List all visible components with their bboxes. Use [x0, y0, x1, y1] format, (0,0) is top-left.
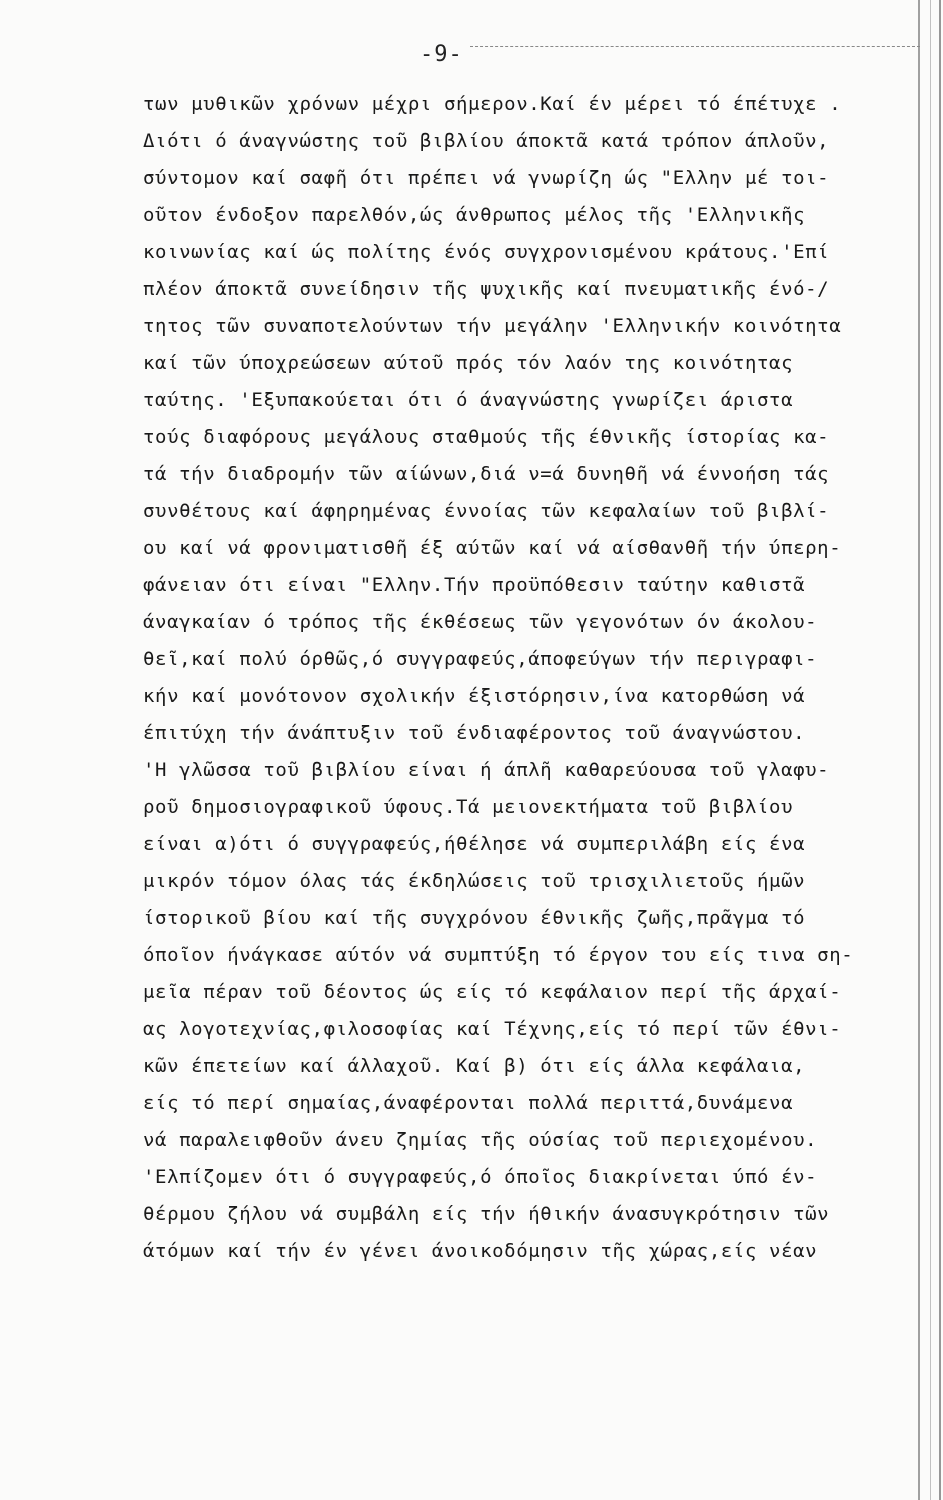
text-line: ίστορικοῦ βίου καί τῆς συγχρόνου έθνικῆς ζωῆς,πρᾶγμα τό — [143, 907, 806, 929]
top-dashed-rule — [470, 46, 920, 48]
text-line: συνθέτους καί άφηρημένας έννοίας τῶν κεφαλαίων τοῦ βιβλί- — [143, 500, 830, 522]
text-line: θέρμου ζήλου νά συμβάλη είς τήν ήθικήν άνασυγκρότησιν τῶν — [143, 1203, 830, 1225]
text-line: τητος τῶν συναποτελούντων τήν μεγάλην 'Ελληνικήν κοινότητα — [143, 315, 842, 337]
text-line: μικρόν τόμον όλας τάς έκδηλώσεις τοῦ τρισχιλιετοῦς ήμῶν — [143, 870, 806, 892]
text-line: των μυθικῶν χρόνων μέχρι σήμερον.Καί έν μέρει τό έπέτυχε . — [143, 93, 842, 115]
text-line: νά παραλειφθοῦν άνευ ζημίας τῆς ούσίας τοῦ περιεχομένου. — [143, 1129, 818, 1151]
text-line: τά τήν διαδρομήν τῶν αίώνων,διά ν=ά δυνηθῆ νά έννοήση τάς — [143, 463, 830, 485]
text-line: έπιτύχη τήν άνάπτυξιν τοῦ ένδιαφέροντος τοῦ άναγνώστου. — [143, 722, 806, 744]
text-line: είναι α)ότι ό συγγραφεύς,ήθέλησε νά συμπεριλάβη είς ένα — [143, 833, 806, 855]
scan-edge-line — [930, 0, 931, 1500]
text-line: ροῦ δημοσιογραφικοῦ ύφους.Τά μειονεκτήματα τοῦ βιβλίου — [143, 796, 794, 818]
text-line: φάνειαν ότι είναι "Ελλην.Τήν προϋπόθεσιν ταύτην καθιστᾶ — [143, 574, 806, 596]
text-line: είς τό περί σημαίας,άναφέρονται πολλά περιττά,δυνάμενα — [143, 1092, 794, 1114]
text-line: κοινωνίας καί ώς πολίτης ένός συγχρονισμένου κράτους.'Επί — [143, 241, 830, 263]
text-line: 'Η γλῶσσα τοῦ βιβλίου είναι ή άπλῆ καθαρεύουσα τοῦ γλαφυ- — [143, 759, 830, 781]
text-line: οῦτον ένδοξον παρελθόν,ώς άνθρωπος μέλος τῆς 'Ελληνικῆς — [143, 204, 806, 226]
text-line: κήν καί μονότονον σχολικήν έξιστόρησιν,ίνα κατορθώση νά — [143, 685, 806, 707]
text-line: ας λογοτεχνίας,φιλοσοφίας καί Τέχνης,είς τό περί τῶν έθνι- — [143, 1018, 842, 1040]
text-line: τούς διαφόρους μεγάλους σταθμούς τῆς έθνικῆς ίστορίας κα- — [143, 426, 830, 448]
text-line: 'Ελπίζομεν ότι ό συγγραφεύς,ό όποῖος διακρίνεται ύπό έν- — [143, 1166, 818, 1188]
text-line: μεῖα πέραν τοῦ δέοντος ώς είς τό κεφάλαιον περί τῆς άρχαί- — [143, 981, 842, 1003]
scan-edge-line — [939, 0, 941, 1500]
text-line: Διότι ό άναγνώστης τοῦ βιβλίου άποκτᾶ κατά τρόπον άπλοῦν, — [143, 130, 830, 152]
typewritten-body — [143, 86, 913, 1270]
page-number: -9- — [420, 42, 463, 67]
scan-edge-line — [918, 0, 920, 1500]
text-line: ου καί νά φρονιματισθῆ έξ αύτῶν καί νά αίσθανθῆ τήν ύπερη- — [143, 537, 842, 559]
text-line: σύντομον καί σαφῆ ότι πρέπει νά γνωρίζη ώς "Ελλην μέ τοι- — [143, 167, 830, 189]
text-line: άναγκαίαν ό τρόπος τῆς έκθέσεως τῶν γεγονότων όν άκολου- — [143, 611, 818, 633]
text-line: άτόμων καί τήν έν γένει άνοικοδόμησιν τῆς χώρας,είς νέαν — [143, 1240, 818, 1262]
text-line: όποῖον ήνάγκασε αύτόν νά συμπτύξη τό έργον του είς τινα ση- — [143, 944, 854, 966]
text-line: ταύτης. 'Εξυπακούεται ότι ό άναγνώστης γνωρίζει άριστα — [143, 389, 794, 411]
text-line: θεῖ,καί πολύ όρθῶς,ό συγγραφεύς,άποφεύγων τήν περιγραφι- — [143, 648, 818, 670]
text-line: κῶν έπετείων καί άλλαχοῦ. Καί β) ότι είς άλλα κεφάλαια, — [143, 1055, 806, 1077]
text-line: πλέον άποκτᾶ συνείδησιν τῆς ψυχικῆς καί πνευματικῆς ένό-/ — [143, 278, 830, 300]
text-line: καί τῶν ύποχρεώσεων αύτοῦ πρός τόν λαόν της κοινότητας — [143, 352, 794, 374]
